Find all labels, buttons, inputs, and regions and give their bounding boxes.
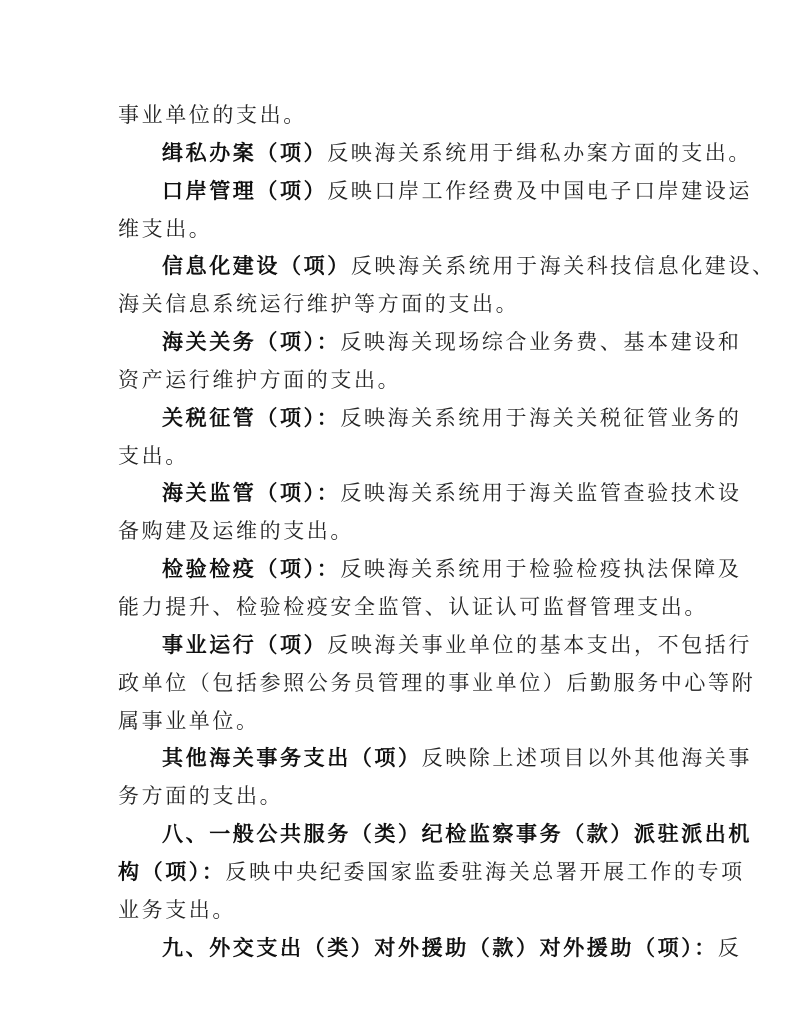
- bold-term: 口岸管理（项）: [162, 178, 328, 203]
- line-text: 业务支出。: [118, 898, 236, 922]
- text-line: [0, 858, 800, 886]
- bold-term: 信息化建设（项）: [162, 253, 351, 278]
- text-line: [0, 631, 800, 659]
- text-line: [0, 669, 800, 697]
- bold-term: 八、一般公共服务（类）纪检监察事务（款）派驻派出机: [162, 821, 752, 846]
- text-line: [0, 215, 800, 243]
- text-line: [0, 442, 800, 470]
- text-line: [0, 252, 800, 280]
- text-line: [0, 139, 800, 167]
- line-text: 反映中央纪委国家监委驻海关总署开展工作的专项: [225, 860, 745, 884]
- line-text: 务方面的支出。: [118, 784, 284, 808]
- bold-term: 构（项）：: [118, 859, 226, 884]
- text-line: [0, 404, 800, 432]
- bold-term: 缉私办案（项）: [162, 140, 328, 165]
- line-text: 反: [717, 936, 742, 960]
- text-line: [0, 896, 800, 924]
- line-text: 反映海关系统用于海关监管查验技术设: [340, 481, 742, 505]
- line-text: 属事业单位。: [118, 709, 260, 733]
- line-text: 反映海关现场综合业务费、基本建设和: [340, 330, 742, 354]
- text-line: [0, 707, 800, 735]
- line-text: 能力提升、检验检疫安全监管、认证认可监督管理支出。: [118, 595, 708, 619]
- bold-term: 海关监管（项）：: [162, 480, 341, 505]
- line-text: 反映海关系统用于海关关税征管业务的: [340, 406, 742, 430]
- line-text: 反映海关系统用于缉私办案方面的支出。: [327, 141, 753, 165]
- text-line: [0, 555, 800, 583]
- text-line: [0, 290, 800, 318]
- line-text: 事业单位的支出。: [118, 103, 307, 127]
- bold-term: 关税征管（项）：: [162, 405, 341, 430]
- text-line: [0, 517, 800, 545]
- bold-term: 事业运行（项）: [162, 632, 328, 657]
- text-line: [0, 782, 800, 810]
- text-line: [0, 934, 800, 962]
- line-text: 备购建及运维的支出。: [118, 519, 354, 543]
- bold-term: 海关关务（项）：: [162, 329, 341, 354]
- bold-term: 九、外交支出（类）对外援助（款）对外援助（项）：: [162, 935, 718, 960]
- line-text: 支出。: [118, 444, 189, 468]
- bold-term: 其他海关事务支出（项）: [162, 745, 422, 770]
- line-text: 反映除上述项目以外其他海关事: [421, 746, 753, 770]
- line-text: 反映海关系统用于检验检疫执法保障及: [340, 557, 742, 581]
- line-text: 反映口岸工作经费及中国电子口岸建设运: [327, 179, 753, 203]
- line-text: 资产运行维护方面的支出。: [118, 368, 402, 392]
- text-line: [0, 593, 800, 621]
- line-text: 反映海关事业单位的基本支出，不包括行: [327, 633, 753, 657]
- text-line: [0, 101, 800, 129]
- line-text: 维支出。: [118, 217, 213, 241]
- line-text: 反映海关系统用于海关科技信息化建设、: [350, 254, 776, 278]
- line-text: 政单位（包括参照公务员管理的事业单位）后勤服务中心等附: [118, 671, 756, 695]
- text-line: [0, 328, 800, 356]
- text-line: [0, 744, 800, 772]
- text-line: [0, 177, 800, 205]
- line-text: 海关信息系统运行维护等方面的支出。: [118, 292, 520, 316]
- text-line: [0, 479, 800, 507]
- text-line: [0, 820, 800, 848]
- bold-term: 检验检疫（项）：: [162, 556, 341, 581]
- text-line: [0, 366, 800, 394]
